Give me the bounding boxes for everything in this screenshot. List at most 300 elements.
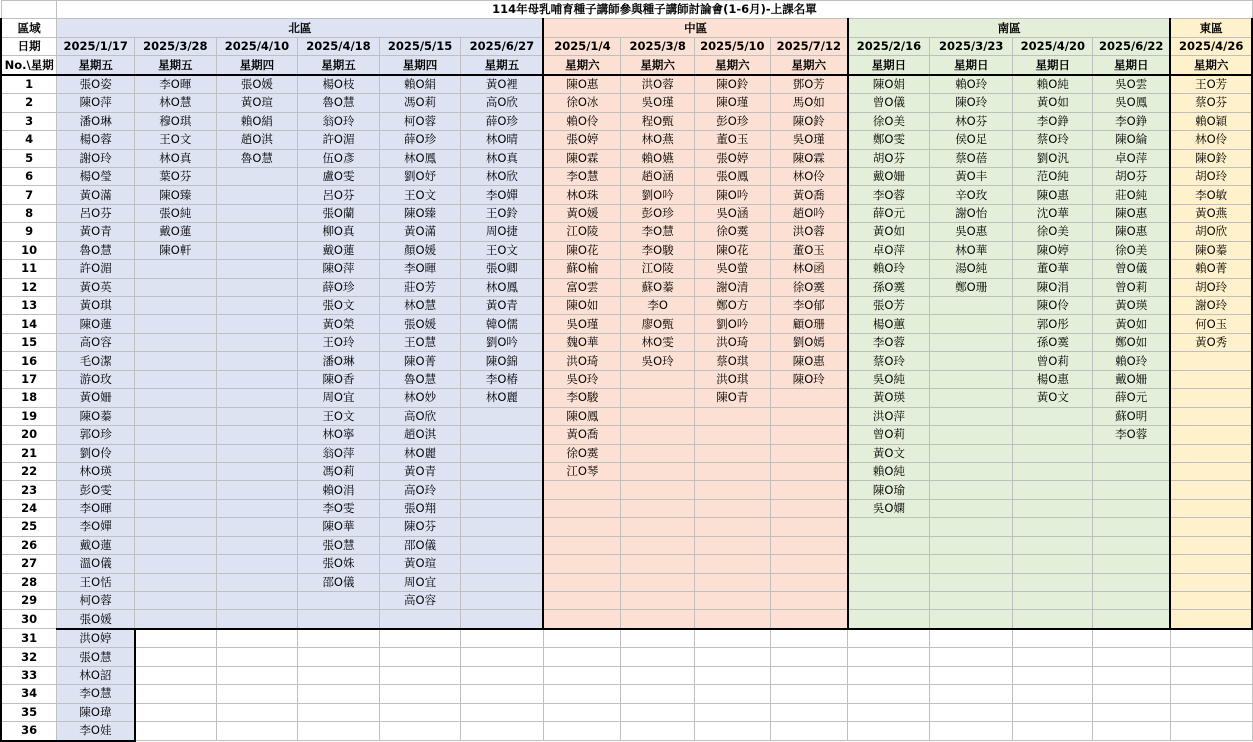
session-weekday: 星期五 [57,56,135,75]
empty-cell [929,297,1013,315]
empty-cell [379,722,461,741]
attendee-name: 魏O華 [543,333,620,351]
row-number: 23 [1,481,57,499]
empty-cell [216,260,298,278]
row-number: 19 [1,407,57,425]
session-date: 2025/7/12 [770,37,848,55]
attendee-name: 賴O純 [1013,75,1093,94]
attendee-name: 林O伶 [770,167,848,185]
attendee-name: 林O欣 [461,167,544,185]
empty-cell [929,407,1013,425]
attendee-name: 李O蓉 [848,186,930,204]
empty-cell [543,685,620,703]
session-date: 2025/5/15 [379,37,461,55]
session-date: 2025/4/20 [1013,37,1093,55]
attendee-name: 呂O芬 [57,204,135,222]
row-number: 28 [1,573,57,591]
attendee-name: 毛O潔 [57,352,135,370]
attendee-name: 陳O鈴 [694,75,770,94]
empty-cell [461,518,544,536]
empty-cell [621,666,695,684]
attendee-name: 吳O涵 [694,204,770,222]
empty-cell [694,722,770,741]
empty-cell [1170,666,1252,684]
empty-cell [135,648,217,666]
empty-cell [135,610,217,629]
empty-cell [216,315,298,333]
empty-cell [1170,352,1252,370]
row-number: 29 [1,592,57,610]
row-number: 20 [1,426,57,444]
region-header: 北區 [57,19,544,37]
attendee-name: 黃O青 [57,223,135,241]
empty-cell [379,685,461,703]
empty-cell [298,685,380,703]
empty-cell [1170,370,1252,388]
attendee-name: 林O瑛 [57,462,135,480]
empty-cell [216,462,298,480]
empty-cell [379,666,461,684]
attendee-name: 侯O足 [929,131,1013,149]
attendee-name: 高O容 [57,333,135,351]
attendee-name: 潘O琳 [298,352,380,370]
empty-cell [1170,592,1252,610]
empty-cell [298,703,380,721]
attendee-name: 陳O臻 [379,204,461,222]
empty-cell [135,426,217,444]
attendee-name: 蘇O榆 [543,260,620,278]
empty-cell [929,666,1013,684]
attendee-name: 王O芳 [1170,75,1252,94]
attendee-name: 陳O伶 [1013,297,1093,315]
empty-cell [461,536,544,554]
attendee-name: 黃O裡 [461,75,544,94]
attendee-name: 黃O文 [848,444,930,462]
attendee-name: 林O伶 [1170,131,1252,149]
attendee-name: 魯O慧 [57,241,135,259]
attendee-name: 劉O伶 [57,444,135,462]
attendee-name: 陳O鈴 [770,112,848,130]
sheet-title: 114年母乳哺育種子講師參與種子講師討論會(1-6月)-上課名單 [57,1,1252,19]
empty-cell [770,536,848,554]
attendee-name: 李O [621,297,695,315]
attendee-name: 鄭O珊 [929,278,1013,296]
session-weekday: 星期四 [379,56,461,75]
attendee-name: 楊O蓉 [57,131,135,149]
attendee-name: 黃O琪 [57,297,135,315]
attendee-name: 辛O玫 [929,186,1013,204]
row-number: 33 [1,666,57,684]
attendee-name: 洪O蓉 [770,223,848,241]
attendee-name: 翁O萍 [298,444,380,462]
empty-cell [461,592,544,610]
empty-cell [929,629,1013,648]
empty-cell [135,722,217,741]
attendee-name: 蔡O玲 [1013,131,1093,149]
attendee-name: 陳O鈴 [1170,149,1252,167]
empty-cell [1013,685,1093,703]
attendee-name: 胡O欣 [1170,223,1252,241]
attendee-name: 蘇O蓁 [621,278,695,296]
empty-cell [1170,648,1252,666]
empty-cell [1170,722,1252,741]
attendee-name: 高O玲 [379,481,461,499]
empty-cell [298,610,380,629]
empty-cell [848,610,930,629]
session-weekday: 星期日 [1013,56,1093,75]
row-number: 21 [1,444,57,462]
attendee-name: 林O芬 [929,112,1013,130]
empty-cell [1013,555,1093,573]
empty-cell [135,703,217,721]
empty-cell [848,629,930,648]
attendee-name: 林O慧 [135,94,217,112]
attendee-name: 翁O玲 [298,112,380,130]
empty-cell [621,648,695,666]
row-number: 17 [1,370,57,388]
attendee-name: 賴O伶 [543,112,620,130]
attendee-name: 陳O萍 [298,260,380,278]
attendee-name: 江O陵 [621,260,695,278]
empty-cell [694,499,770,517]
empty-cell [216,167,298,185]
attendee-name: 賴O玲 [929,75,1013,94]
attendee-name: 吳O玲 [543,370,620,388]
attendee-name: 呂O芬 [298,186,380,204]
attendee-name: 蔡O琪 [694,352,770,370]
session-weekday: 星期日 [1093,56,1171,75]
attendee-name: 李O敏 [1170,186,1252,204]
attendee-name: 林O珠 [543,186,620,204]
empty-cell [770,481,848,499]
attendee-name: 洪O琦 [543,352,620,370]
attendee-name: 薛O珍 [461,112,544,130]
empty-cell [543,648,620,666]
empty-cell [543,481,620,499]
empty-cell [543,499,620,517]
empty-cell [298,648,380,666]
attendee-name: 周O捷 [461,223,544,241]
empty-cell [135,518,217,536]
attendee-name: 吳O螢 [694,260,770,278]
empty-cell [298,722,380,741]
attendee-name: 陳O惠 [1093,223,1171,241]
attendee-name: 程O甄 [621,112,695,130]
attendee-name: 李O駿 [543,389,620,407]
session-date: 2025/6/27 [461,37,544,55]
attendee-name: 馮O莉 [298,462,380,480]
empty-cell [1170,426,1252,444]
row-number: 32 [1,648,57,666]
empty-cell [1093,573,1171,591]
attendee-name: 徐O美 [1093,241,1171,259]
attendee-name: 董O華 [1013,260,1093,278]
region-header: 東區 [1170,19,1252,37]
attendee-name: 王O鈴 [461,204,544,222]
attendee-name: 趙O淇 [379,426,461,444]
empty-cell [848,592,930,610]
attendee-name: 黃O如 [848,223,930,241]
empty-cell [694,462,770,480]
empty-cell [543,518,620,536]
attendee-name: 江O陵 [543,223,620,241]
empty-cell [694,555,770,573]
empty-cell [770,592,848,610]
empty-cell [379,648,461,666]
attendee-name: 戴O蓮 [135,223,217,241]
attendee-name: 盧O雯 [298,167,380,185]
attendee-name: 富O雲 [543,278,620,296]
attendee-name: 劉O妤 [379,167,461,185]
empty-cell [621,536,695,554]
attendee-name: 黃O瑛 [1093,297,1171,315]
attendee-name: 楊O瑩 [57,167,135,185]
attendee-name: 韓O儒 [461,315,544,333]
empty-cell [1013,536,1093,554]
empty-cell [216,629,298,648]
attendee-name: 李O暉 [135,75,217,94]
attendee-name: 蘇O明 [1093,407,1171,425]
attendee-name: 馮O莉 [379,94,461,112]
session-weekday: 星期五 [135,56,217,75]
row-number: 26 [1,536,57,554]
date-label: 日期 [1,37,57,55]
empty-cell [621,499,695,517]
empty-cell [135,389,217,407]
attendee-name: 黃O燕 [1170,204,1252,222]
attendee-name: 黃O滿 [57,186,135,204]
attendee-name: 黃O媛 [543,204,620,222]
attendee-name: 陳O霖 [770,149,848,167]
empty-cell [929,703,1013,721]
empty-cell [1170,536,1252,554]
empty-cell [770,389,848,407]
empty-cell [216,592,298,610]
attendee-name: 林O麗 [379,444,461,462]
session-date: 2025/2/16 [848,37,930,55]
attendee-name: 范O純 [1013,167,1093,185]
attendee-name: 謝O玲 [1170,297,1252,315]
attendee-name: 陳O花 [694,241,770,259]
empty-cell [298,666,380,684]
attendee-name: 張O姝 [298,555,380,573]
attendee-name: 沈O華 [1013,204,1093,222]
attendee-name: 柯O蓉 [57,592,135,610]
empty-cell [543,592,620,610]
row-number: 4 [1,131,57,149]
attendee-name: 李O雯 [298,499,380,517]
empty-cell [1093,518,1171,536]
empty-cell [621,462,695,480]
attendee-name: 林O真 [461,149,544,167]
empty-cell [621,481,695,499]
empty-cell [1170,610,1252,629]
attendee-name: 吳O瑾 [621,94,695,112]
attendee-name: 林O慧 [379,297,461,315]
attendee-name: 李O嬋 [461,186,544,204]
empty-cell [216,278,298,296]
empty-cell [770,573,848,591]
attendee-name: 許O湄 [57,260,135,278]
attendee-name: 徐O美 [1013,223,1093,241]
attendee-name: 莊O純 [1093,186,1171,204]
attendee-name: 賴O穎 [1170,112,1252,130]
attendee-name: 趙O吟 [770,204,848,222]
attendee-name: 曾O儀 [1093,260,1171,278]
empty-cell [135,536,217,554]
attendee-name: 曾O莉 [1093,278,1171,296]
row-number: 12 [1,278,57,296]
empty-cell [1013,518,1093,536]
empty-cell [929,592,1013,610]
attendee-name: 劉O嫣 [770,333,848,351]
empty-cell [694,648,770,666]
attendee-name: 賴O涓 [298,481,380,499]
empty-cell [621,610,695,629]
attendee-name: 伍O彥 [298,149,380,167]
attendee-name: 葉O芬 [135,167,217,185]
empty-cell [216,297,298,315]
empty-cell [461,703,544,721]
attendee-name: 林O寧 [298,426,380,444]
region-label: 區域 [1,19,57,37]
empty-cell [1013,722,1093,741]
empty-cell [461,462,544,480]
empty-cell [543,536,620,554]
attendee-name: 戴O蓮 [57,536,135,554]
attendee-name: 陳O芬 [379,518,461,536]
attendee-name: 胡O玲 [1170,167,1252,185]
empty-cell [543,722,620,741]
attendee-name: 陳O綸 [1093,131,1171,149]
attendee-name: 李O郁 [770,297,848,315]
attendee-name: 孫O霙 [848,278,930,296]
attendee-name: 王O文 [298,407,380,425]
attendee-name: 曾O儀 [848,94,930,112]
attendee-name: 林O妙 [379,389,461,407]
empty-cell [135,260,217,278]
row-number: 7 [1,186,57,204]
empty-cell [216,685,298,703]
empty-cell [135,444,217,462]
empty-cell [848,666,930,684]
attendee-name: 薛O元 [848,204,930,222]
attendee-name: 魯O慧 [216,149,298,167]
attendee-name: 趙O涵 [621,167,695,185]
empty-cell [379,610,461,629]
attendee-name: 吳O純 [848,370,930,388]
attendee-name: 曾O莉 [1013,352,1093,370]
attendee-name: 陳O花 [543,241,620,259]
empty-cell [135,629,217,648]
session-date: 2025/5/10 [694,37,770,55]
attendee-name: 陳O蓁 [1170,241,1252,259]
attendee-name: 王O慧 [379,333,461,351]
session-date: 2025/1/17 [57,37,135,55]
attendee-name: 陳O瑜 [848,481,930,499]
empty-cell [543,629,620,648]
attendee-name: 魯O慧 [379,370,461,388]
empty-cell [216,481,298,499]
empty-cell [135,555,217,573]
attendee-name: 林O雯 [621,333,695,351]
empty-cell [770,703,848,721]
empty-cell [216,536,298,554]
empty-cell [694,610,770,629]
attendee-name: 林O燕 [621,131,695,149]
attendee-name: 張O翔 [379,499,461,517]
attendee-name: 陳O惠 [770,352,848,370]
empty-cell [461,573,544,591]
empty-cell [135,315,217,333]
empty-cell [135,370,217,388]
empty-cell [135,592,217,610]
empty-cell [543,555,620,573]
attendee-name: 陳O惠 [1093,204,1171,222]
attendee-name: 林O真 [135,149,217,167]
attendee-name: 黃O姍 [57,389,135,407]
attendee-name: 黃O丰 [929,167,1013,185]
attendee-name: 邵O儀 [298,573,380,591]
attendee-name: 楊O蕙 [848,315,930,333]
attendee-name: 徐O冰 [543,94,620,112]
empty-cell [1013,462,1093,480]
empty-cell [298,629,380,648]
empty-cell [1093,703,1171,721]
empty-cell [929,462,1013,480]
empty-cell [461,444,544,462]
empty-cell [461,610,544,629]
empty-cell [216,389,298,407]
empty-cell [848,703,930,721]
attendee-name: 胡O玲 [1170,278,1252,296]
empty-cell [1013,573,1093,591]
session-weekday: 星期四 [216,56,298,75]
attendee-name: 彭O雯 [57,481,135,499]
attendee-name: 蔡O玲 [848,352,930,370]
empty-cell [694,685,770,703]
corner-cell [1,1,57,19]
attendee-name: 陳O鳳 [543,407,620,425]
attendee-name: 李O錚 [1093,112,1171,130]
empty-cell [1013,666,1093,684]
attendee-name: 李O嬋 [57,518,135,536]
empty-cell [1013,499,1093,517]
attendee-name: 胡O芬 [848,149,930,167]
attendee-name: 楊O惠 [1013,370,1093,388]
region-header: 中區 [543,19,847,37]
empty-cell [621,389,695,407]
empty-cell [929,610,1013,629]
empty-cell [1093,629,1171,648]
empty-cell [694,407,770,425]
empty-cell [929,573,1013,591]
attendee-name: 黃O瑄 [216,94,298,112]
empty-cell [216,204,298,222]
attendee-name: 吳O惠 [929,223,1013,241]
empty-cell [694,444,770,462]
attendee-name: 曾O莉 [848,426,930,444]
attendee-name: 陳O瑾 [694,94,770,112]
empty-cell [216,573,298,591]
attendee-name: 徐O霙 [770,278,848,296]
session-date: 2025/3/8 [621,37,695,55]
empty-cell [848,518,930,536]
empty-cell [929,370,1013,388]
attendee-name: 林O鳳 [461,278,544,296]
attendee-name: 薛O元 [1093,389,1171,407]
empty-cell [770,444,848,462]
